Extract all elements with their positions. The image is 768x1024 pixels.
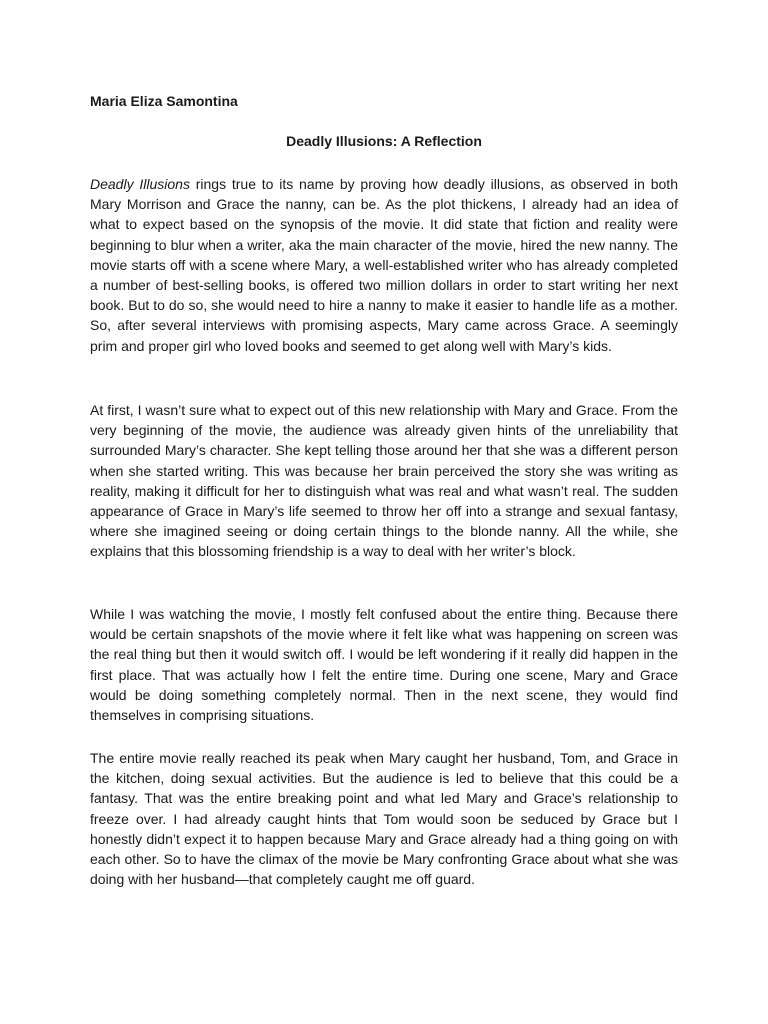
author-name: Maria Eliza Samontina — [90, 93, 238, 109]
paragraph-3: While I was watching the movie, I mostly felt confused about the entire thing. Because there would be certain snapshots of the movie where it felt like what was happening on screen was the real thing but then it would switch off. I would be left wondering if it really did happen in the first place. That was actually how I felt the entire time. During one scene, Mary and Grace would be doing something completely normal. Then in the next scene, they would find themselves in comprising situations. — [90, 606, 678, 724]
paragraph-4: The entire movie really reached its peak when Mary caught her husband, Tom, and Grace in the kitchen, doing sexual activities. But the audience is led to believe that this could be a fantasy. That was the entire breaking point and what led Mary and Grace’s relationship to freeze over. I had already caught hints that Tom would soon be seduced by Grace but I honestly didn’t expect it to happen because Mary and Grace already had a thing going on with each other. So to have the climax of the movie be Mary confronting Grace about what she was doing with her husband—that completely caught me off guard. — [90, 750, 678, 888]
paragraph-1 — [90, 174, 678, 356]
movie-title-italic: Deadly Illusions — [90, 176, 190, 192]
paragraph-2: At first, I wasn’t sure what to expect out of this new relationship with Mary and Grace. From the very beginning of the movie, the audience was already given hints of the unreliability that surrounded Mary’s character. She kept telling those around her that she was a different person when she started writing. This was because her brain perceived the story she was writing as reality, making it difficult for her to distinguish what was real and what wasn’t real. The sudden appearance of Grace in Mary’s life seemed to throw her off into a strange and sexual fantasy, where she imagined seeing or doing certain things to the blonde nanny. All the while, she explains that this blossoming friendship is a way to deal with her writer’s block. — [90, 402, 678, 560]
paragraph-1-text: rings true to its name by proving how deadly illusions, as observed in both Mary Morrison and Grace the nanny, can be. As the plot thickens, I already had an idea of what to expect based on the synopsis of the movie. It did state that fiction and reality were beginning to blur when a writer, aka the main character of the movie, hired the new nanny. The movie starts off with a scene where Mary, a well-established writer who has already completed a number of best-selling books, is offered two million dollars in order to start writing her next book. But to do so, she would need to hire a nanny to make it easier to handle life as a mother. So, after several interviews with promising aspects, Mary came across Grace. A seemingly prim and proper girl who loved books and seemed to get along well with Mary’s kids. — [90, 176, 678, 354]
document-title: Deadly Illusions: A Reflection — [286, 133, 482, 149]
